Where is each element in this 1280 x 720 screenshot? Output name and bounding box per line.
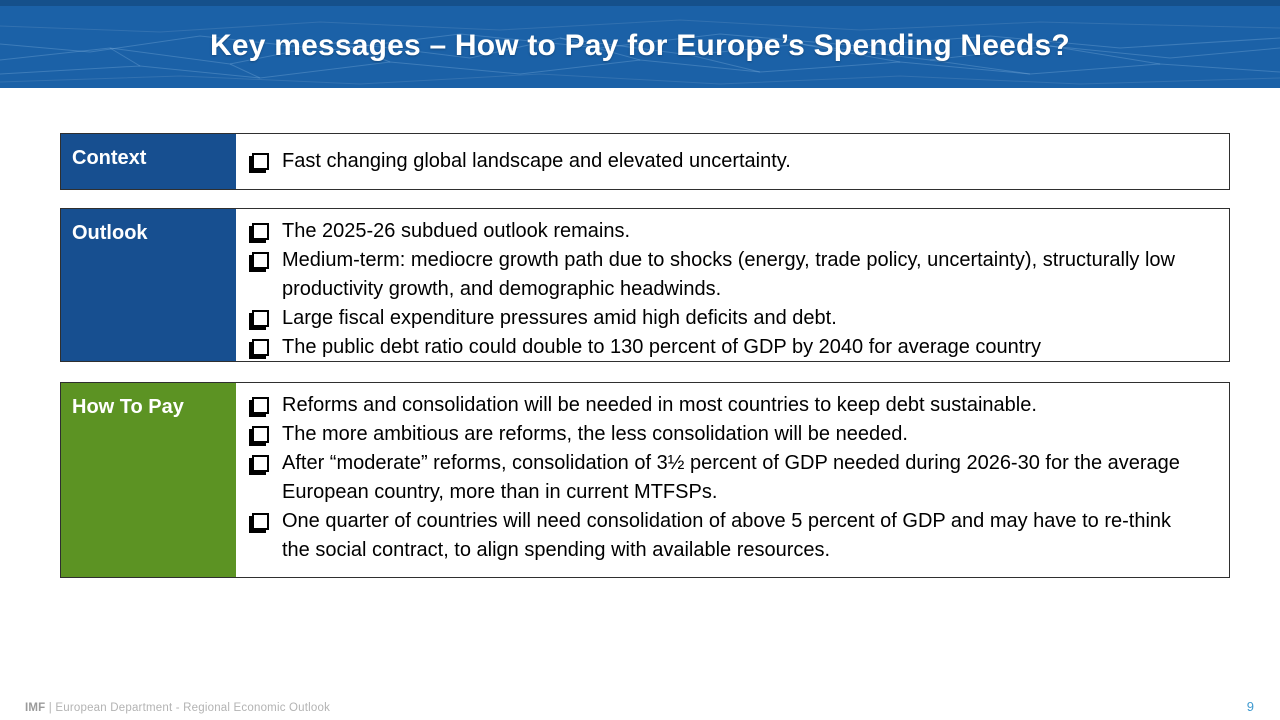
how-to-pay-row [60, 382, 1230, 578]
list-item [248, 507, 1191, 565]
checkbox-bullet-icon [252, 339, 269, 356]
how-to-pay-row-content [238, 383, 1229, 577]
context-row-label: Context [61, 134, 238, 189]
bullet-text: The public debt ratio could double to 130 percent of GDP by 2040 for average country [282, 336, 1042, 358]
context-row [60, 133, 1230, 190]
checkbox-bullet-icon [252, 397, 269, 414]
checkbox-bullet-icon [252, 310, 269, 327]
footer-org-label: IMF [25, 702, 46, 714]
bullet-text: The more ambitious are reforms, the less consolidation will be needed. [282, 423, 908, 445]
bullet-text: Reforms and consolidation will be needed in most countries to keep debt sustainable. [282, 394, 1037, 416]
header-band [0, 0, 1280, 88]
checkbox-bullet-icon [252, 153, 269, 170]
list-item [248, 147, 1191, 176]
list-item [248, 391, 1191, 420]
checkbox-bullet-icon [252, 252, 269, 269]
bullet-text: Medium-term: mediocre growth path due to shocks (energy, trade policy, uncertainty), structurally low productivity growth, and demographic headwinds. [282, 249, 1175, 300]
slide-title: Key messages – How to Pay for Europe’s Spending Needs? [210, 29, 1070, 62]
list-item [248, 449, 1191, 507]
outlook-row-content [238, 209, 1229, 361]
checkbox-bullet-icon [252, 223, 269, 240]
bullet-text: After “moderate” reforms, consolidation of 3½ percent of GDP needed during 2026-30 for the average European country, more than in current MTFSPs. [282, 452, 1180, 503]
footer-text: European Department - Regional Economic Outlook [55, 702, 331, 714]
list-item [248, 420, 1191, 449]
list-item [248, 246, 1191, 304]
outlook-row [60, 208, 1230, 362]
list-item [248, 333, 1191, 362]
list-item [248, 304, 1191, 333]
footer-separator: | [45, 702, 56, 714]
page-number: 9 [1246, 699, 1254, 714]
bullet-text: The 2025-26 subdued outlook remains. [282, 220, 631, 242]
outlook-row-label: Outlook [61, 209, 238, 361]
checkbox-bullet-icon [252, 426, 269, 443]
checkbox-bullet-icon [252, 513, 269, 530]
bullet-text: Fast changing global landscape and elevated uncertainty. [282, 150, 791, 172]
bullet-text: One quarter of countries will need consolidation of above 5 percent of GDP and may have to re-think the social contract, to align spending with available resources. [282, 510, 1172, 561]
footer [25, 702, 330, 714]
bullet-text: Large fiscal expenditure pressures amid high deficits and debt. [282, 307, 837, 329]
how-to-pay-row-label: How To Pay [61, 383, 238, 577]
context-row-content [238, 134, 1229, 189]
checkbox-bullet-icon [252, 455, 269, 472]
list-item [248, 217, 1191, 246]
